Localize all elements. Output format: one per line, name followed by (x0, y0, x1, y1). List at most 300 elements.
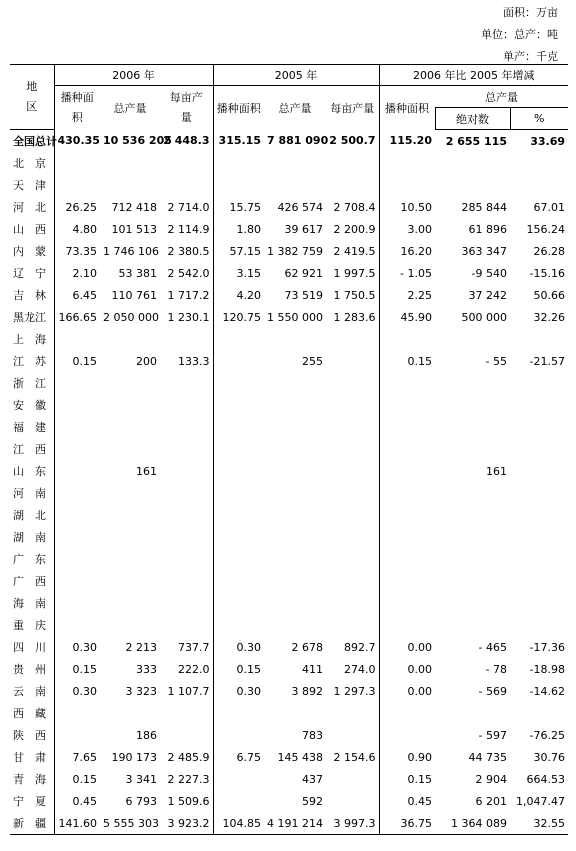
table-row (10, 504, 568, 526)
output-change-absolute-cell: - 55 (485, 354, 507, 368)
sown-area-2005-cell (213, 592, 264, 614)
table-row (10, 548, 568, 570)
table-row (10, 240, 568, 262)
sown-area-change-cell: 0.90 (379, 746, 435, 768)
yield-2006-cell (160, 460, 213, 482)
output-2006-cell: 10 536 205 (103, 134, 172, 148)
yield-2006-cell: 222.0 (178, 662, 210, 676)
yield-2006-cell (160, 482, 213, 504)
output-2005-cell (264, 372, 326, 394)
sown-area-2005-cell: 0.30 (213, 636, 264, 658)
output-2005-header: 总产量 (278, 101, 312, 115)
sown-area-2006-cell: 0.45 (54, 790, 100, 812)
yield-2006-cell (160, 152, 213, 174)
table-row (10, 702, 568, 724)
yield-2005-cell: 892.7 (344, 640, 376, 654)
table-row (10, 724, 568, 746)
region-cell: 浙 江 (13, 377, 46, 390)
sown-area-2005-cell (213, 526, 264, 548)
table-row (10, 526, 568, 548)
sown-area-change-header: 播种面积 (379, 86, 435, 130)
output-2005-cell: 411 (302, 662, 323, 676)
output-change-percent-cell: -18.98 (529, 662, 566, 676)
output-2006-cell: 712 418 (111, 200, 157, 214)
output-change-absolute-cell: - 78 (485, 662, 507, 676)
output-change-absolute-cell: 285 844 (461, 200, 507, 214)
output-2006-cell: 1 746 106 (103, 244, 159, 258)
output-change-percent-cell: -21.57 (529, 354, 566, 368)
output-change-absolute-cell: 6 201 (475, 794, 507, 808)
yield-2005-cell (326, 438, 379, 460)
output-change-absolute-cell: 61 896 (468, 222, 507, 236)
output-2006-cell: 3 323 (125, 684, 157, 698)
output-change-absolute-cell: 2 655 115 (445, 134, 507, 148)
yield-2006-text: 每亩产量 (169, 90, 203, 124)
table-row (10, 614, 568, 636)
region-cell: 全国总计 (13, 135, 57, 148)
output-change-percent-cell (510, 548, 568, 570)
yield-2005-cell (326, 460, 379, 482)
output-2005-cell (264, 526, 326, 548)
sown-area-change-cell: 0.00 (379, 636, 435, 658)
yield-2005-cell (326, 372, 379, 394)
output-2005-cell (264, 702, 326, 724)
sown-area-2006-cell (54, 460, 100, 482)
sown-area-2005-cell: 0.15 (213, 658, 264, 680)
sown-area-2005-cell (213, 328, 264, 350)
region-cell: 重 庆 (13, 619, 46, 632)
yield-2006-cell (160, 394, 213, 416)
output-2006-cell: 101 513 (111, 222, 157, 236)
sown-area-change-cell (379, 548, 435, 570)
yield-2006-cell: 1 717.2 (167, 288, 210, 302)
yield-2005-cell: 1 997.5 (333, 266, 376, 280)
table-row (10, 680, 568, 702)
yield-2006-cell (160, 328, 213, 350)
yield-2005-cell (326, 504, 379, 526)
yield-2006-header (160, 86, 213, 130)
output-2005-cell: 426 574 (277, 200, 323, 214)
yield-2005-cell (326, 548, 379, 570)
sown-area-2005-header: 播种面积 (213, 86, 264, 130)
yield-2005-cell (326, 482, 379, 504)
output-2006-cell (100, 570, 160, 592)
sown-area-2006-cell (54, 328, 100, 350)
output-change-percent-cell (510, 504, 568, 526)
region-header (10, 65, 54, 130)
region-header-text: 地区 (26, 80, 38, 113)
output-2005-cell (264, 614, 326, 636)
change-header: 2006 年比 2005 年增减 (379, 65, 568, 86)
output-change-absolute-cell: 500 000 (461, 310, 507, 324)
output-change-percent-cell (510, 570, 568, 592)
yield-2005-cell: 2 500.7 (329, 134, 376, 148)
output-2006-cell: 200 (136, 354, 157, 368)
year-2005-header: 2005 年 (213, 65, 379, 86)
output-2005-cell (264, 416, 326, 438)
sown-area-2006-cell: 0.30 (54, 636, 100, 658)
yield-2005-cell (326, 592, 379, 614)
region-cell: 河 北 (13, 201, 46, 214)
sown-area-2005-cell: 6.75 (213, 746, 264, 768)
output-change-percent-cell: -14.62 (529, 684, 566, 698)
sown-area-2006-cell: 0.15 (54, 658, 100, 680)
output-2005-cell (264, 482, 326, 504)
table-row (10, 790, 568, 812)
sown-area-2005-cell (213, 548, 264, 570)
region-cell: 河 南 (13, 487, 46, 500)
sown-area-2005-cell (213, 350, 264, 372)
output-2006-cell (100, 504, 160, 526)
sown-area-change-cell (379, 328, 435, 350)
yield-2005-cell (326, 790, 379, 812)
sown-area-change-cell: - 1.05 (379, 262, 435, 284)
output-change-absolute-cell (435, 328, 510, 350)
sown-area-2006-cell (54, 614, 100, 636)
yield-2006-cell (160, 174, 213, 196)
sown-area-2005-cell (213, 416, 264, 438)
table-row (10, 746, 568, 768)
output-2006-cell (100, 526, 160, 548)
sown-area-2006-cell (54, 394, 100, 416)
sown-area-2005-cell (213, 570, 264, 592)
yield-2006-cell: 2 114.9 (167, 222, 210, 236)
output-change-percent-cell (510, 526, 568, 548)
yield-2005-cell: 2 154.6 (333, 750, 376, 764)
sown-area-2006-cell (54, 416, 100, 438)
output-change-percent-cell (510, 416, 568, 438)
region-cell: 江 苏 (13, 355, 46, 368)
output-2006-cell: 5 555 303 (100, 812, 160, 835)
table-row (10, 416, 568, 438)
sown-area-2005-cell (213, 372, 264, 394)
yield-2006-cell (160, 614, 213, 636)
output-2006-cell (100, 614, 160, 636)
sown-area-2005-cell (213, 438, 264, 460)
table-row (10, 812, 568, 835)
sown-area-change-cell: 3.00 (379, 218, 435, 240)
output-2006-cell: 333 (136, 662, 157, 676)
table-row-total (10, 130, 568, 153)
yield-2006-cell (160, 548, 213, 570)
sown-area-2005-cell (213, 174, 264, 196)
region-cell: 云 南 (13, 685, 46, 698)
output-2006-cell (100, 152, 160, 174)
output-change-percent-cell: 30.76 (533, 750, 566, 764)
sown-area-2006-cell (54, 548, 100, 570)
output-change-absolute-cell: 37 242 (468, 288, 507, 302)
yield-2005-cell: 3 997.3 (326, 812, 379, 835)
output-2005-cell: 73 519 (284, 288, 323, 302)
units-note (481, 2, 558, 68)
sown-area-change-cell: 36.75 (379, 812, 435, 835)
table-row (10, 372, 568, 394)
region-cell: 福 建 (13, 421, 46, 434)
yield-2005-cell (326, 350, 379, 372)
yield-2006-cell: 2 227.3 (167, 772, 210, 786)
sown-area-2005-cell (213, 460, 264, 482)
output-2006-cell (100, 394, 160, 416)
sown-area-2006-cell: 26.25 (54, 196, 100, 218)
output-2006-cell (100, 592, 160, 614)
table-row (10, 328, 568, 350)
output-2005-cell: 145 438 (277, 750, 323, 764)
output-2006-cell: 53 381 (118, 266, 157, 280)
yield-2005-cell: 274.0 (344, 662, 376, 676)
output-2006-cell (100, 548, 160, 570)
yield-2005-cell: 2 419.5 (333, 244, 376, 258)
yield-2006-cell: 133.3 (178, 354, 210, 368)
output-change-percent-cell: 32.26 (533, 310, 566, 324)
table-body (10, 130, 568, 835)
sown-area-2006-cell: 141.60 (54, 812, 100, 835)
output-2005-cell: 39 617 (284, 222, 323, 236)
output-2006-cell: 190 173 (111, 750, 157, 764)
output-change-percent-cell (510, 438, 568, 460)
sown-area-change-cell: 45.90 (379, 306, 435, 328)
region-cell: 青 海 (13, 773, 46, 786)
percent-header: % (510, 108, 568, 130)
sown-area-2006-cell (54, 372, 100, 394)
table-row (10, 350, 568, 372)
output-2006-cell (100, 482, 160, 504)
output-change-percent-cell (510, 174, 568, 196)
sown-area-change-cell (379, 526, 435, 548)
output-change-absolute-cell (435, 504, 510, 526)
output-change-absolute-cell (435, 482, 510, 504)
table-row (10, 284, 568, 306)
output-change-percent-cell: -17.36 (529, 640, 566, 654)
output-change-absolute-cell (435, 416, 510, 438)
output-change-header: 总产量 (435, 86, 568, 108)
table-row (10, 196, 568, 218)
region-cell: 陕 西 (13, 729, 46, 742)
sown-area-2006-cell (54, 438, 100, 460)
sown-area-2006-cell: 430.35 (54, 130, 100, 153)
data-table (10, 64, 568, 835)
table-row (10, 658, 568, 680)
yield-2006-cell (160, 702, 213, 724)
output-2005-cell (264, 152, 326, 174)
output-2005-cell: 437 (302, 772, 323, 786)
table-row (10, 438, 568, 460)
sown-area-change-cell: 16.20 (379, 240, 435, 262)
output-2006-cell: 6 793 (125, 794, 157, 808)
output-change-absolute-cell (435, 372, 510, 394)
region-cell: 江 西 (13, 443, 46, 456)
region-cell: 湖 北 (13, 509, 46, 522)
sown-area-change-cell: 10.50 (379, 196, 435, 218)
sown-area-change-cell (379, 416, 435, 438)
output-unit-label: 单位：总产：吨 (481, 28, 558, 41)
output-2006-cell: 110 761 (111, 288, 157, 302)
yield-2005-cell: 2 200.9 (333, 222, 376, 236)
yield-2006-cell: 3 923.2 (160, 812, 213, 835)
output-change-percent-cell: -76.25 (529, 728, 566, 742)
table-row (10, 482, 568, 504)
output-2005-cell: 62 921 (284, 266, 323, 280)
yield-2005-cell (326, 614, 379, 636)
year-2006-header: 2006 年 (54, 65, 213, 86)
output-change-absolute-cell (435, 394, 510, 416)
region-cell: 辽 宁 (13, 267, 46, 280)
region-cell: 吉 林 (13, 289, 46, 302)
output-change-percent-cell: 67.01 (533, 200, 566, 214)
output-2006-cell: 2 213 (125, 640, 157, 654)
output-change-absolute-cell: 44 735 (468, 750, 507, 764)
table-row (10, 636, 568, 658)
output-2006-cell (100, 328, 160, 350)
yield-2006-cell (160, 438, 213, 460)
output-2006-cell: 2 050 000 (103, 310, 159, 324)
region-cell: 安 徽 (13, 399, 46, 412)
output-change-percent-cell: 33.69 (530, 134, 566, 148)
sown-area-change-cell (379, 724, 435, 746)
region-cell: 湖 南 (13, 531, 46, 544)
output-change-absolute-cell (435, 614, 510, 636)
region-cell: 四 川 (13, 641, 46, 654)
output-2005-cell (264, 592, 326, 614)
output-2005-cell: 1 382 759 (267, 244, 323, 258)
yield-2005-cell (326, 768, 379, 790)
output-2005-cell: 592 (302, 794, 323, 808)
region-cell: 广 东 (13, 553, 46, 566)
sown-area-2005-cell: 3.15 (213, 262, 264, 284)
sown-area-change-cell: 2.25 (379, 284, 435, 306)
output-change-percent-cell: 32.55 (510, 812, 568, 835)
yield-2006-cell (160, 372, 213, 394)
table-row (10, 218, 568, 240)
yield-2005-cell: 1 297.3 (333, 684, 376, 698)
table-row (10, 174, 568, 196)
output-change-absolute-cell: 161 (486, 464, 507, 478)
region-cell: 黑龙江 (13, 311, 46, 324)
sown-area-change-cell (379, 394, 435, 416)
sown-area-2005-cell (213, 702, 264, 724)
region-cell: 山 东 (13, 465, 46, 478)
output-2006-cell (100, 416, 160, 438)
yield-2005-cell: 1 283.6 (333, 310, 376, 324)
region-cell: 甘 肃 (13, 751, 46, 764)
region-cell: 上 海 (13, 333, 46, 346)
output-2005-cell: 2 678 (291, 640, 323, 654)
sown-area-2005-cell (213, 504, 264, 526)
region-cell: 新 疆 (10, 812, 54, 835)
table-row (10, 262, 568, 284)
absolute-header: 绝对数 (435, 108, 510, 130)
sown-area-2005-cell (213, 152, 264, 174)
output-change-percent-cell (510, 328, 568, 350)
output-2005-cell (264, 570, 326, 592)
region-cell: 内 蒙 (13, 245, 46, 258)
sown-area-2005-cell (213, 394, 264, 416)
sown-area-2006-cell (54, 592, 100, 614)
output-change-percent-cell (510, 372, 568, 394)
yield-2005-cell: 2 708.4 (333, 200, 376, 214)
output-2005-cell: 4 191 214 (264, 812, 326, 835)
output-2006-cell: 161 (136, 464, 157, 478)
output-2006-cell (100, 372, 160, 394)
sown-area-change-cell (379, 592, 435, 614)
yield-2006-cell (160, 570, 213, 592)
output-2005-cell (264, 438, 326, 460)
sown-area-2005-cell (213, 790, 264, 812)
region-cell: 山 西 (13, 223, 46, 236)
output-change-absolute-cell (435, 702, 510, 724)
output-change-absolute-cell: - 597 (478, 728, 507, 742)
output-change-percent-cell: -15.16 (529, 266, 566, 280)
sown-area-2006-cell: 0.15 (54, 350, 100, 372)
sown-area-change-cell: 0.15 (379, 350, 435, 372)
yield-2006-cell: 2 380.5 (167, 244, 210, 258)
output-change-absolute-cell (435, 438, 510, 460)
yield-2006-cell (160, 416, 213, 438)
sown-area-2006-text: 播种面积 (60, 90, 94, 124)
output-change-percent-cell: 26.28 (533, 244, 566, 258)
sown-area-2006-cell: 2.10 (54, 262, 100, 284)
output-2005-cell (264, 328, 326, 350)
output-2005-cell (264, 460, 326, 482)
output-change-absolute-cell: 1 364 089 (435, 812, 510, 835)
output-change-absolute-cell: 2 904 (475, 772, 507, 786)
output-change-percent-cell: 50.66 (533, 288, 566, 302)
yield-2005-cell (326, 570, 379, 592)
sown-area-2005-cell (213, 482, 264, 504)
yield-2005-cell (326, 702, 379, 724)
yield-2005-cell (326, 394, 379, 416)
output-change-percent-cell (510, 394, 568, 416)
table-row (10, 152, 568, 174)
sown-area-2005-cell (213, 724, 264, 746)
sown-area-2006-cell: 4.80 (54, 218, 100, 240)
region-cell: 宁 夏 (13, 795, 46, 808)
yield-2006-cell (160, 526, 213, 548)
sown-area-change-cell: 0.00 (379, 680, 435, 702)
yield-2006-cell (160, 504, 213, 526)
sown-area-2005-cell: 104.85 (213, 812, 264, 835)
output-2006-cell (100, 702, 160, 724)
output-2006-cell: 3 341 (125, 772, 157, 786)
sown-area-2006-cell: 166.65 (54, 306, 100, 328)
sown-area-2006-header (54, 86, 100, 130)
output-2005-cell (264, 394, 326, 416)
table-row (10, 592, 568, 614)
sown-area-2006-cell (54, 504, 100, 526)
sown-area-change-cell: 115.20 (379, 130, 435, 153)
output-change-absolute-cell (435, 152, 510, 174)
output-change-percent-cell (510, 482, 568, 504)
region-cell: 贵 州 (13, 663, 46, 676)
output-change-percent-cell (510, 460, 568, 482)
sown-area-change-cell (379, 174, 435, 196)
output-change-absolute-cell (435, 526, 510, 548)
output-change-absolute-cell: -9 540 (471, 266, 507, 280)
output-change-percent-cell (510, 152, 568, 174)
output-2005-cell: 255 (302, 354, 323, 368)
output-2005-cell (264, 548, 326, 570)
yield-2005-cell (326, 152, 379, 174)
sown-area-2005-cell: 0.30 (213, 680, 264, 702)
sown-area-change-cell (379, 570, 435, 592)
sown-area-2005-cell: 57.15 (213, 240, 264, 262)
sown-area-change-cell (379, 460, 435, 482)
table-row (10, 306, 568, 328)
output-2006-header: 总产量 (113, 101, 147, 115)
sown-area-2006-cell (54, 482, 100, 504)
sown-area-change-cell: 0.00 (379, 658, 435, 680)
sown-area-change-cell (379, 372, 435, 394)
sown-area-2006-cell (54, 174, 100, 196)
